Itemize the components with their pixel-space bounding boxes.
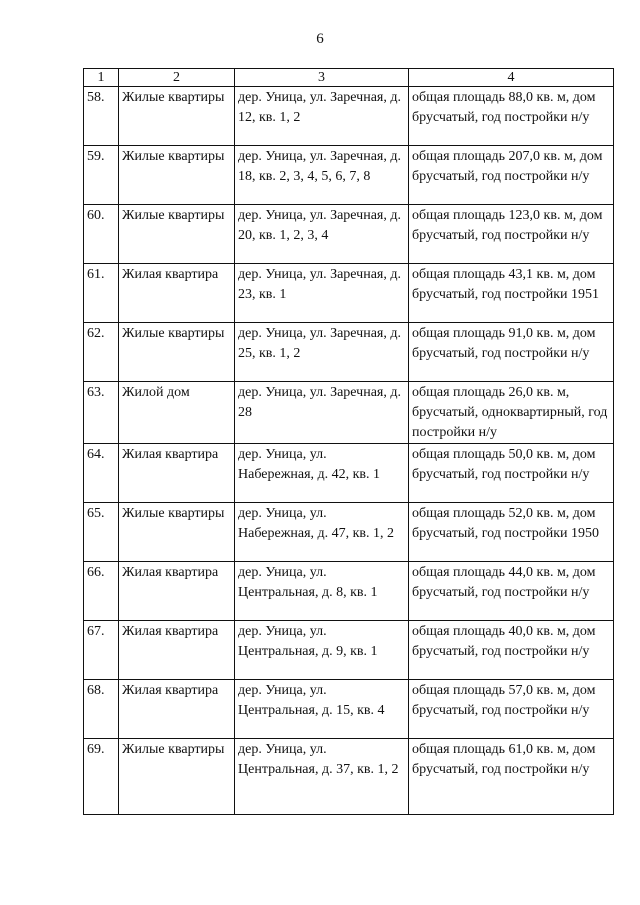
table-row <box>84 739 614 815</box>
table-row <box>84 382 614 444</box>
object-address: дер. Уница, ул. Центральная, д. 15, кв. 4 <box>235 680 409 739</box>
object-description: общая площадь 26,0 кв. м, брусчатый, одноквартирный, год постройки н/у <box>409 382 614 444</box>
table-row <box>84 146 614 205</box>
table-row <box>84 323 614 382</box>
object-type: Жилые квартиры <box>119 87 235 146</box>
object-description: общая площадь 123,0 кв. м, дом брусчатый, год постройки н/у <box>409 205 614 264</box>
object-description: общая площадь 61,0 кв. м, дом брусчатый, год постройки н/у <box>409 739 614 815</box>
object-type: Жилые квартиры <box>119 323 235 382</box>
object-address: дер. Уница, ул. Заречная, д. 18, кв. 2, 3, 4, 5, 6, 7, 8 <box>235 146 409 205</box>
row-number: 67. <box>84 621 119 680</box>
object-address: дер. Уница, ул. Центральная, д. 9, кв. 1 <box>235 621 409 680</box>
row-number: 63. <box>84 382 119 444</box>
table-row <box>84 205 614 264</box>
object-description: общая площадь 40,0 кв. м, дом брусчатый, год постройки н/у <box>409 621 614 680</box>
column-header-3: 3 <box>235 69 409 87</box>
object-address: дер. Уница, ул. Заречная, д. 20, кв. 1, 2, 3, 4 <box>235 205 409 264</box>
page-number: 6 <box>316 31 324 47</box>
table-row <box>84 87 614 146</box>
row-number: 58. <box>84 87 119 146</box>
row-number: 60. <box>84 205 119 264</box>
object-description: общая площадь 43,1 кв. м, дом брусчатый, год постройки 1951 <box>409 264 614 323</box>
object-address: дер. Уница, ул. Центральная, д. 8, кв. 1 <box>235 562 409 621</box>
row-number: 61. <box>84 264 119 323</box>
property-table <box>83 68 614 815</box>
object-description: общая площадь 44,0 кв. м, дом брусчатый, год постройки н/у <box>409 562 614 621</box>
table-row <box>84 621 614 680</box>
object-type: Жилой дом <box>119 382 235 444</box>
row-number: 68. <box>84 680 119 739</box>
object-type: Жилая квартира <box>119 444 235 503</box>
object-description: общая площадь 207,0 кв. м, дом брусчатый, год постройки н/у <box>409 146 614 205</box>
row-number: 69. <box>84 739 119 815</box>
row-number: 62. <box>84 323 119 382</box>
object-description: общая площадь 57,0 кв. м, дом брусчатый, год постройки н/у <box>409 680 614 739</box>
column-header-1: 1 <box>84 69 119 87</box>
column-header-4: 4 <box>409 69 614 87</box>
object-address: дер. Уница, ул. Центральная, д. 37, кв. 1, 2 <box>235 739 409 815</box>
object-address: дер. Уница, ул. Набережная, д. 47, кв. 1, 2 <box>235 503 409 562</box>
table-row <box>84 562 614 621</box>
object-address: дер. Уница, ул. Набережная, д. 42, кв. 1 <box>235 444 409 503</box>
object-description: общая площадь 91,0 кв. м, дом брусчатый, год постройки н/у <box>409 323 614 382</box>
table-row <box>84 680 614 739</box>
row-number: 64. <box>84 444 119 503</box>
object-description: общая площадь 52,0 кв. м, дом брусчатый, год постройки 1950 <box>409 503 614 562</box>
table-row <box>84 503 614 562</box>
row-number: 66. <box>84 562 119 621</box>
object-type: Жилые квартиры <box>119 205 235 264</box>
column-header-2: 2 <box>119 69 235 87</box>
object-description: общая площадь 88,0 кв. м, дом брусчатый, год постройки н/у <box>409 87 614 146</box>
object-type: Жилая квартира <box>119 562 235 621</box>
row-number: 65. <box>84 503 119 562</box>
object-type: Жилая квартира <box>119 680 235 739</box>
table-header-row <box>84 69 614 87</box>
object-address: дер. Уница, ул. Заречная, д. 28 <box>235 382 409 444</box>
row-number: 59. <box>84 146 119 205</box>
object-address: дер. Уница, ул. Заречная, д. 12, кв. 1, 2 <box>235 87 409 146</box>
object-address: дер. Уница, ул. Заречная, д. 23, кв. 1 <box>235 264 409 323</box>
object-type: Жилая квартира <box>119 264 235 323</box>
object-description: общая площадь 50,0 кв. м, дом брусчатый, год постройки н/у <box>409 444 614 503</box>
object-type: Жилые квартиры <box>119 739 235 815</box>
object-address: дер. Уница, ул. Заречная, д. 25, кв. 1, 2 <box>235 323 409 382</box>
table-row <box>84 444 614 503</box>
object-type: Жилая квартира <box>119 621 235 680</box>
object-type: Жилые квартиры <box>119 503 235 562</box>
object-type: Жилые квартиры <box>119 146 235 205</box>
table-row <box>84 264 614 323</box>
